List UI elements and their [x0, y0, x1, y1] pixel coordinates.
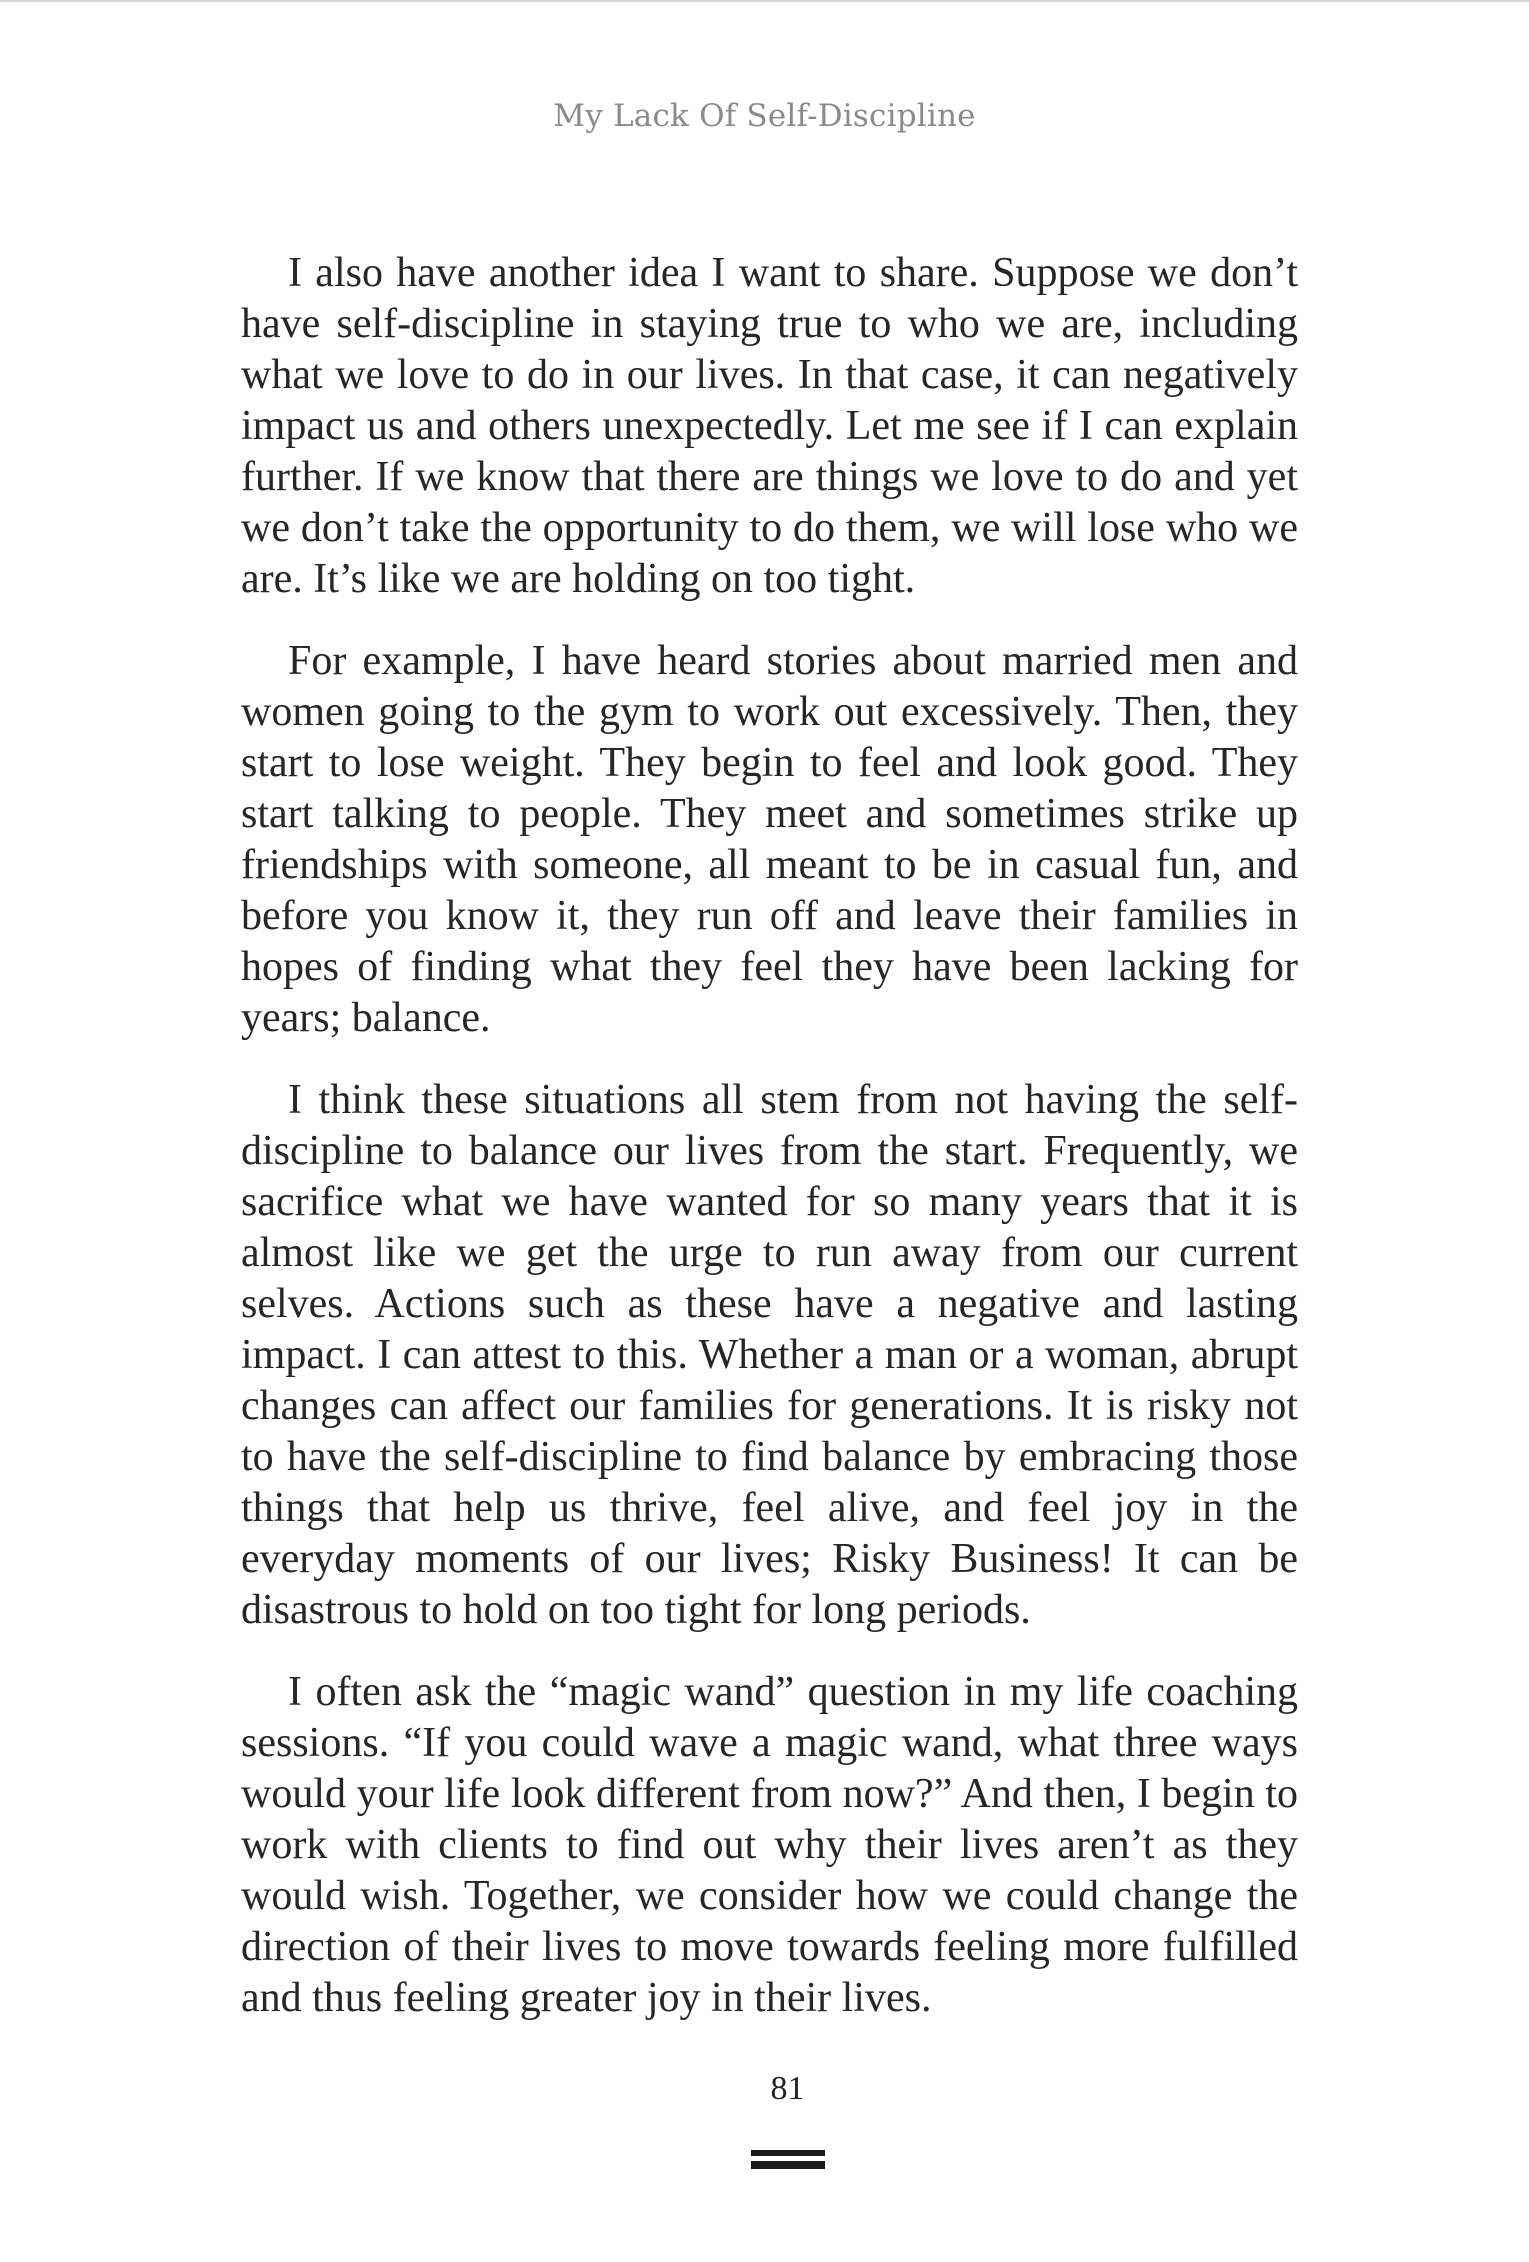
paragraph-3: I think these situations all stem from not having the self-discipline to balance our lives from the start. Frequently, we sacrifice what we have wanted for so many years that it is almost like we get the urge to run away from our current selves. Actions such as these have a negative and lasting impact. I can attest to this. Whether a man or a woman, abrupt changes can affect our families for generations. It is risky not to have the self-discipline to find balance by embracing those things that help us thrive, feel alive, and feel joy in the everyday moments of our lives; Risky Business! It can be disastrous to hold on too tight for long periods. — [241, 1077, 1298, 1633]
paragraph-2: For example, I have heard stories about married men and women going to the gym to work out excessively. Then, they start to lose weight. They begin to feel and look good. They start talking to people. They meet and sometimes strike up friendships with someone, all meant to be in casual fun, and before you know it, they run off and leave their families in hopes of finding what they feel they have been lacking for years; balance. — [241, 638, 1298, 1041]
page-top-border — [0, 0, 1529, 2]
paragraph-1: I also have another idea I want to share. Suppose we don’t have self-discipline in staying true to who we are, including what we love to do in our lives. In that case, it can negatively impact us and others unexpectedly. Let me see if I can explain further. If we know that there are things we love to do and yet we don’t take the opportunity to do them, we will lose who we are. It’s like we are holding on too tight. — [241, 250, 1298, 602]
ornament-bar-bottom — [751, 2161, 825, 2169]
running-header-title: My Lack Of Self-Discipline — [553, 98, 976, 134]
double-bar-ornament-icon — [751, 2150, 825, 2172]
paragraph-4: I often ask the “magic wand” question in my life coaching sessions. “If you could wave a magic wand, what three ways would your life look different from now?” And then, I begin to work with clients to find out why their lives aren’t as they would wish. Together, we consider how we could change the direction of their lives to move towards feeling more fulfilled and thus feeling greater joy in their lives. — [241, 1669, 1298, 2021]
ornament-bar-top — [751, 2150, 825, 2156]
body-text — [241, 248, 1298, 2055]
page-number: 81 — [770, 2070, 805, 2107]
